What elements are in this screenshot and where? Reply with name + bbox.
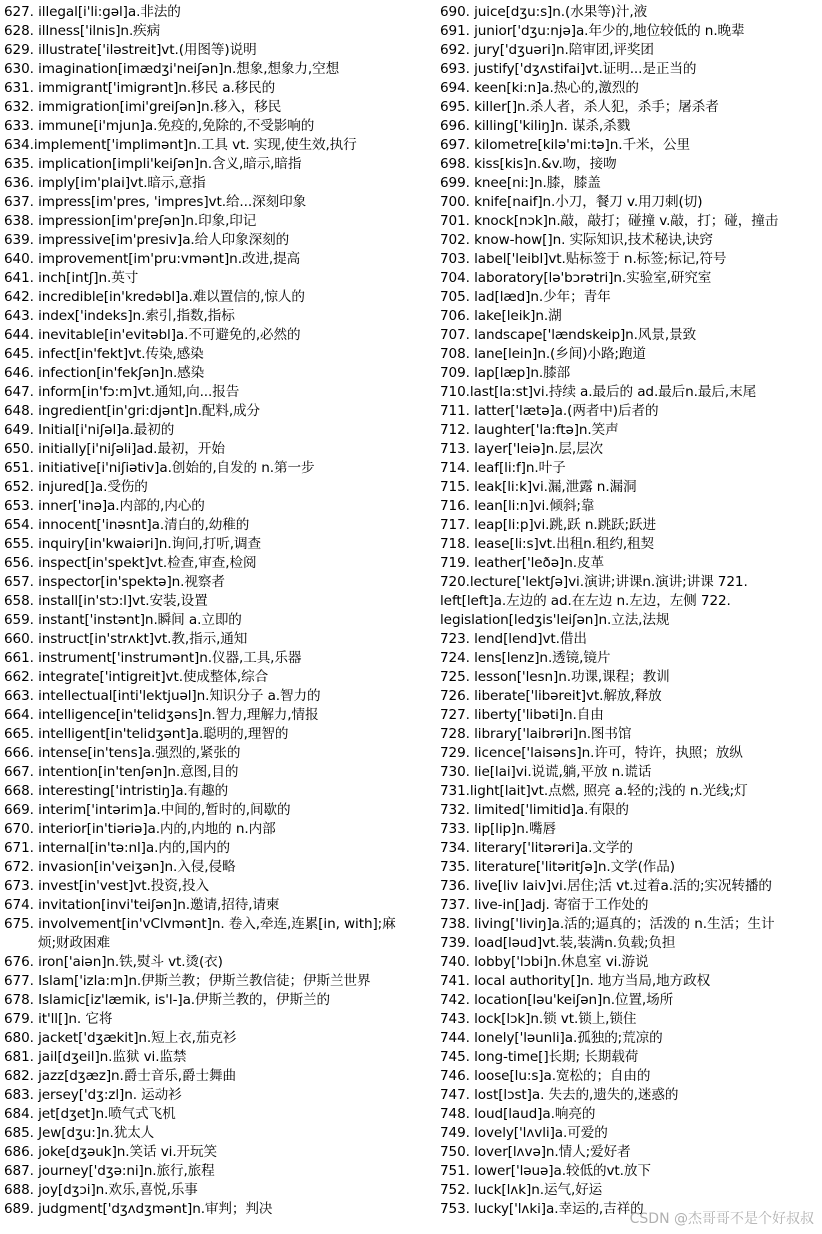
vocab-entry: 659. instant['instənt]n.瞬间 a.立即的: [4, 612, 242, 628]
vocab-entry: 698. kiss[kis]n.&v.吻，接吻: [440, 156, 617, 172]
vocab-entry: 684. jet[dʒet]n.喷气式飞机: [4, 1106, 176, 1122]
vocab-entry: 663. intellectual[inti'lektjuəl]n.知识分子 a.智力的: [4, 688, 321, 704]
vocab-entry: 678. Islamic[iz'læmik, is'l-]a.伊斯兰教的，伊斯兰的: [4, 992, 330, 1008]
vocab-entry: 709. lap[læp]n.膝部: [440, 365, 571, 381]
vocab-entry: 676. iron['aiən]n.铁,熨斗 vt.烫(衣): [4, 954, 223, 970]
vocab-entry: 745. long-time[]长期; 长期载荷: [440, 1049, 639, 1065]
vocab-entry: 720.lecture['lektʃə]vi.演讲;讲课n.演讲;讲课 721.: [440, 574, 748, 590]
vocab-entry: 652. injured[]a.受伤的: [4, 479, 148, 495]
vocab-entry: 739. load[ləud]vt.装,装满n.负载;负担: [440, 935, 676, 951]
vocab-entry: 713. layer['leiə]n.层,层次: [440, 441, 604, 457]
vocab-entry: 631. immigrant['imigrənt]n.移民 a.移民的: [4, 80, 276, 96]
vocab-entry: 643. index['indeks]n.索引,指数,指标: [4, 308, 235, 324]
vocab-entry: 715. leak[li:k]vi.漏,泄露 n.漏洞: [440, 479, 637, 495]
vocab-entry: 737. live-in[]adj. 寄宿于工作处的: [440, 897, 649, 913]
vocab-entry: 641. inch[intʃ]n.英寸: [4, 270, 139, 286]
vocab-entry: 717. leap[li:p]vi.跳,跃 n.跳跃;跃进: [440, 517, 657, 533]
vocab-entry: 748. loud[laud]a.响亮的: [440, 1106, 596, 1122]
vocab-entry: 724. lens[lenz]n.透镜,镜片: [440, 650, 611, 666]
vocab-entry: 648. ingredient[in'gri:djənt]n.配料,成分: [4, 403, 261, 419]
vocab-entry: 627. illegal[i'li:gəl]a.非法的: [4, 4, 181, 20]
vocab-entry: left[left]a.左边的 ad.在左边 n.左边，左侧 722.: [440, 593, 731, 609]
vocab-entry: 730. lie[lai]vi.说谎,躺,平放 n.谎话: [440, 764, 652, 780]
vocab-entry: 729. licence['laisəns]n.许可，特许，执照；放纵: [440, 745, 743, 761]
vocab-entry: legislation[ledʒis'leiʃən]n.立法,法规: [440, 612, 670, 628]
vocab-entry: 705. lad[læd]n.少年；青年: [440, 289, 611, 305]
vocab-entry: 649. Initial[i'niʃəl]a.最初的: [4, 422, 175, 438]
vocab-entry: 753. lucky['lʌki]a.幸运的,吉祥的: [440, 1201, 644, 1217]
vocab-entry: 668. interesting['intristiŋ]a.有趣的: [4, 783, 229, 799]
vocab-entry: 702. know-how[]n. 实际知识,技术秘诀,诀窍: [440, 232, 713, 248]
vocab-entry: 633. immune[i'mjun]a.免疫的,免除的,不受影响的: [4, 118, 315, 134]
vocab-entry: 723. lend[lend]vt.借出: [440, 631, 587, 647]
vocab-entry: 699. knee[ni:]n.膝，膝盖: [440, 175, 601, 191]
vocab-entry: 680. jacket['dʒækit]n.短上衣,茄克衫: [4, 1030, 237, 1046]
vocab-entry: 693. justify['dʒʌstifai]vt.证明...是正当的: [440, 61, 697, 77]
vocab-entry: 691. junior['dʒu:njə]a.年少的,地位较低的 n.晚辈: [440, 23, 745, 39]
vocab-entry: 674. invitation[invi'teiʃən]n.邀请,招待,请柬: [4, 897, 280, 913]
right-column: [440, 3, 818, 1219]
vocab-entry: 696. killing['kiliŋ]n. 谋杀,杀戮: [440, 118, 631, 134]
vocab-entry: 642. incredible[in'kredəbl]a.难以置信的,惊人的: [4, 289, 305, 305]
vocab-entry: 733. lip[lip]n.嘴唇: [440, 821, 556, 837]
vocab-entry: 650. initially[i'niʃəli]ad.最初，开始: [4, 441, 225, 457]
vocab-entry: 712. laughter['la:ftə]n.笑声: [440, 422, 619, 438]
vocab-entry: 681. jail[dʒeil]n.监狱 vi.监禁: [4, 1049, 187, 1065]
vocab-entry: 689. judgment['dʒʌdʒmənt]n.审判；判决: [4, 1201, 273, 1217]
vocab-entry: 670. interior[in'tiəriə]a.内的,内地的 n.内部: [4, 821, 276, 837]
vocab-entry: 734. literary['litərəri]a.文学的: [440, 840, 633, 856]
vocab-entry: 653. inner['inə]a.内部的,内心的: [4, 498, 205, 514]
vocab-entry: 666. intense[in'tens]a.强烈的,紧张的: [4, 745, 241, 761]
vocab-entry: 660. instruct[in'strʌkt]vt.教,指示,通知: [4, 631, 248, 647]
vocab-entry: 686. joke[dʒəuk]n.笑话 vi.开玩笑: [4, 1144, 218, 1160]
vocab-entry: 645. infect[in'fekt]vt.传染,感染: [4, 346, 204, 362]
vocab-entry: 657. inspector[in'spektə]n.视察者: [4, 574, 225, 590]
vocab-entry: 667. intention[in'tenʃən]n.意图,目的: [4, 764, 239, 780]
vocab-entry: 635. implication[impli'keiʃən]n.含义,暗示,暗指: [4, 156, 302, 172]
vocab-entry: 644. inevitable[in'evitəbl]a.不可避免的,必然的: [4, 327, 301, 343]
vocab-entry: 719. leather['leðə]n.皮革: [440, 555, 604, 571]
vocab-entry: 683. jersey['dʒ:zl]n. 运动衫: [4, 1087, 182, 1103]
vocab-entry: 735. literature['litəritʃə]n.文学(作品): [440, 859, 675, 875]
vocab-entry: 673. invest[in'vest]vt.投资,投入: [4, 878, 209, 894]
vocab-entry: 716. lean[li:n]vi.倾斜;靠: [440, 498, 595, 514]
vocab-entry: 711. latter['lætə]a.(两者中)后者的: [440, 403, 659, 419]
vocab-entry: 731.light[lait]vt.点燃, 照亮 a.轻的;浅的 n.光线;灯: [440, 783, 748, 799]
vocab-entry: 654. innocent['inəsnt]a.清白的,幼稚的: [4, 517, 250, 533]
vocab-entry: 743. lock[lɔk]n.锁 vt.锁上,锁住: [440, 1011, 637, 1027]
vocab-entry: 718. lease[li:s]vt.出租n.租约,租契: [440, 536, 655, 552]
vocab-entry: 700. knife[naif]n.小刀，餐刀 v.用刀刺(切): [440, 194, 703, 210]
vocab-entry: 671. internal[in'tə:nl]a.内的,国内的: [4, 840, 230, 856]
vocab-entry: 679. it'll[]n. 它将: [4, 1011, 113, 1027]
vocab-entry: 669. interim['intərim]a.中间的,暂时的,间歇的: [4, 802, 291, 818]
vocab-entry: 736. live[liv laiv]vi.居住;活 vt.过着a.活的;实况转播的: [440, 878, 772, 894]
vocab-entry: 738. living['liviŋ]a.活的;逼真的；活泼的 n.生活；生计: [440, 916, 775, 932]
vocab-entry: 664. intelligence[in'telidʒəns]n.智力,理解力,情报: [4, 707, 319, 723]
vocab-entry: 639. impressive[im'presiv]a.给人印象深刻的: [4, 232, 290, 248]
vocab-entry: 677. Islam['izla:m]n.伊斯兰教；伊斯兰教信徒；伊斯兰世界: [4, 973, 371, 989]
vocab-entry: 658. install[in'stɔ:l]vt.安装,设置: [4, 593, 208, 609]
vocab-entry: 656. inspect[in'spekt]vt.检查,审查,检阅: [4, 555, 257, 571]
vocab-entry: 727. liberty['libəti]n.自由: [440, 707, 604, 723]
vocab-entry: 655. inquiry[in'kwaiəri]n.询问,打听,调查: [4, 536, 261, 552]
vocab-entry: 701. knock[nɔk]n.敲，敲打；碰撞 v.敲，打；碰，撞击: [440, 213, 779, 229]
vocab-entry: 752. luck[lʌk]n.运气,好运: [440, 1182, 603, 1198]
vocab-entry: 749. lovely['lʌvli]a.可爱的: [440, 1125, 608, 1141]
vocab-entry: 685. Jew[dʒu:]n.犹太人: [4, 1125, 155, 1141]
vocab-entry: 638. impression[im'preʃən]n.印象,印记: [4, 213, 257, 229]
vocab-entry: 751. lower['ləuə]a.较低的vt.放下: [440, 1163, 651, 1179]
vocab-entry: 725. lesson['lesn]n.功课,课程；教训: [440, 669, 670, 685]
vocab-entry: 706. lake[leik]n.湖: [440, 308, 562, 324]
vocab-entry: 732. limited['limitid]a.有限的: [440, 802, 629, 818]
vocab-entry: 687. journey['dʒə:ni]n.旅行,旅程: [4, 1163, 215, 1179]
vocab-entry: 637. impress[im'pres, 'impres]vt.给...深刻印象: [4, 194, 307, 210]
vocab-entry: 682. jazz[dʒæz]n.爵士音乐,爵士舞曲: [4, 1068, 236, 1084]
vocab-entry: 708. lane[lein]n.(乡间)小路;跑道: [440, 346, 646, 362]
vocab-entry: 675. involvement[in'vClvmənt]n. 卷入,牵连,连累[in, with];麻烦;财政困难: [4, 916, 396, 951]
vocab-entry: 704. laboratory[lə'bɔrətri]n.实验室,研究室: [440, 270, 712, 286]
watermark: CSDN @杰哥哥不是个好叔叔: [629, 1211, 814, 1227]
vocab-entry: 692. jury['dʒuəri]n.陪审团,评奖团: [440, 42, 654, 58]
vocab-entry: 672. invasion[in'veiʒən]n.入侵,侵略: [4, 859, 236, 875]
vocab-entry: 728. library['laibrəri]n.图书馆: [440, 726, 632, 742]
vocab-entry: 707. landscape['lændskeip]n.风景,景致: [440, 327, 697, 343]
left-column: [4, 3, 409, 1219]
vocab-entry: 636. imply[im'plai]vt.暗示,意指: [4, 175, 206, 191]
vocab-entry: 740. lobby['lɔbi]n.休息室 vi.游说: [440, 954, 649, 970]
vocab-entry: 629. illustrate['iləstreit]vt.(用图等)说明: [4, 42, 257, 58]
vocab-entry: 630. imagination[imædʒi'neiʃən]n.想象,想象力,空想: [4, 61, 340, 77]
vocab-entry: 694. keen[ki:n]a.热心的,激烈的: [440, 80, 639, 96]
vocab-entry: 750. lover[lʌvə]n.情人;爱好者: [440, 1144, 631, 1160]
vocab-entry: 646. infection[in'fekʃən]n.感染: [4, 365, 205, 381]
vocab-entry: 742. location[ləu'keiʃən]n.位置,场所: [440, 992, 674, 1008]
vocab-entry: 632. immigration[imi'greiʃən]n.移入，移民: [4, 99, 282, 115]
vocab-entry: 647. inform[in'fɔ:m]vt.通知,向...报告: [4, 384, 240, 400]
vocab-entry: 697. kilometre[kilə'mi:tə]n.千米，公里: [440, 137, 690, 153]
vocab-entry: 746. loose[lu:s]a.宽松的；自由的: [440, 1068, 651, 1084]
vocab-entry: 628. illness['ilnis]n.疾病: [4, 23, 161, 39]
vocab-entry: 634.implement['implimənt]n.工具 vt. 实现,使生效,执行: [4, 137, 357, 153]
vocab-entry: 688. joy[dʒɔi]n.欢乐,喜悦,乐事: [4, 1182, 198, 1198]
vocab-entry: 690. juice[dʒu:s]n.(水果等)汁,液: [440, 4, 648, 20]
vocab-entry: 662. integrate['intigreit]vt.使成整体,综合: [4, 669, 269, 685]
vocab-entry: 665. intelligent[in'telidʒənt]a.聪明的,理智的: [4, 726, 289, 742]
vocab-entry: 710.last[la:st]vi.持续 a.最后的 ad.最后n.最后,末尾: [440, 384, 757, 400]
vocab-entry: 747. lost[lɔst]a. 失去的,遗失的,迷惑的: [440, 1087, 679, 1103]
vocab-entry: 651. initiative[i'niʃiətiv]a.创始的,自发的 n.第一步: [4, 460, 315, 476]
vocab-entry: 661. instrument['instrumənt]n.仪器,工具,乐器: [4, 650, 302, 666]
vocab-entry: 744. lonely['ləunli]a.孤独的;荒凉的: [440, 1030, 663, 1046]
vocab-entry: 640. improvement[im'pru:vmənt]n.改进,提高: [4, 251, 301, 267]
vocab-entry: 741. local authority[]n. 地方当局,地方政权: [440, 973, 711, 989]
vocab-entry: 703. label['leibl]vt.贴标签于 n.标签;标记,符号: [440, 251, 727, 267]
vocab-entry: 714. leaf[li:f]n.叶子: [440, 460, 566, 476]
vocab-entry: 726. liberate['libəreit]vt.解放,释放: [440, 688, 662, 704]
vocab-entry: 695. killer[]n.杀人者，杀人犯，杀手；屠杀者: [440, 99, 719, 115]
